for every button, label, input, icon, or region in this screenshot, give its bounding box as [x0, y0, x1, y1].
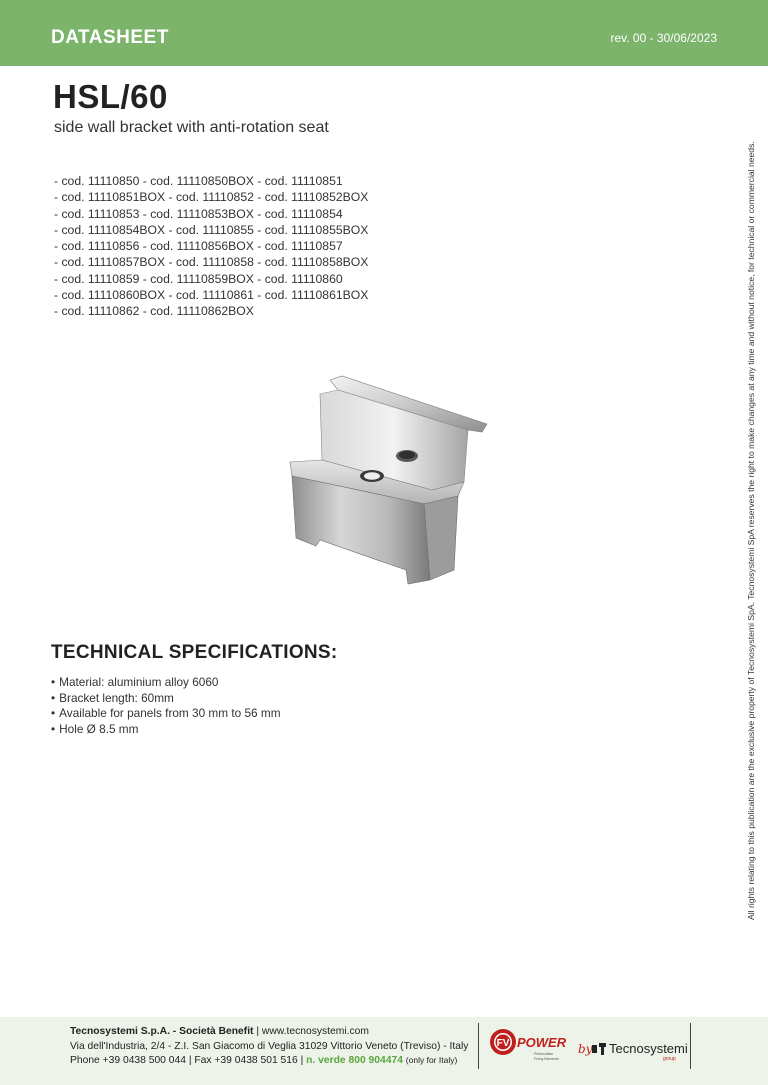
product-codes-list: [54, 173, 368, 320]
fv-power-logo: [488, 1027, 578, 1067]
product-code-line: - cod. 11110853 - cod. 11110853BOX - cod. 11110854: [54, 206, 343, 221]
header-bar: [0, 0, 768, 66]
revision-date: rev. 00 - 30/06/2023: [610, 31, 717, 45]
fv-tagline: Fixing Elements: [534, 1057, 559, 1061]
product-code-line: - cod. 11110859 - cod. 11110859BOX - cod. 11110860: [54, 271, 343, 286]
brand-group: group: [663, 1056, 676, 1062]
spec-item-hole: • Hole Ø 8.5 mm: [51, 722, 281, 738]
document-type: DATASHEET: [51, 27, 169, 48]
product-code-line: - cod. 11110850 - cod. 11110850BOX - cod. 11110851: [54, 174, 343, 188]
product-code-line: - cod. 11110860BOX - cod. 11110861 - cod. 11110861BOX: [54, 288, 369, 303]
product-name: HSL/60: [53, 78, 168, 115]
company-line: Tecnosystemi S.p.A. - Società Benefit | www.tecnosystemi.com: [70, 1026, 369, 1037]
spec-item-material: • Material: aluminium alloy 6060: [51, 675, 281, 691]
product-code-line: - cod. 11110851BOX - cod. 11110852 - cod. 11110852BOX: [54, 190, 369, 205]
product-code-line: - cod. 11110857BOX - cod. 11110858 - cod. 11110858BOX: [54, 255, 369, 270]
by-text: by: [578, 1042, 593, 1056]
product-subtitle: side wall bracket with anti-rotation seat: [54, 119, 329, 136]
company-name: Tecnosystemi S.p.A. - Società Benefit: [70, 1026, 254, 1037]
bracket-product-image: [282, 370, 492, 590]
contact-line: Phone +39 0438 500 044 | Fax +39 0438 501 516 | n. verde 800 904474 (only for Italy): [70, 1055, 458, 1066]
fax-number: Fax +39 0438 501 516: [194, 1055, 298, 1066]
brand-name: Tecnosystemi: [609, 1041, 688, 1056]
technical-specifications-heading: TECHNICAL SPECIFICATIONS:: [51, 642, 338, 663]
product-code-line: - cod. 11110856 - cod. 11110856BOX - cod. 11110857: [54, 239, 343, 254]
company-address: Via dell'Industria, 2/4 - Z.I. San Giacomo di Veglia 31029 Vittorio Veneto (Treviso) - Italy: [70, 1041, 469, 1052]
tecnosystemi-logo: [592, 1039, 688, 1063]
phone-number: Phone +39 0438 500 044: [70, 1055, 186, 1066]
specifications-list: [51, 675, 281, 737]
copyright-notice: All rights relating to this publication are the exclusive property of Tecnosystemi SpA. Tecnosystemi SpA reserves the right to make changes at any time and without notice, for technical or commercial needs.: [746, 141, 756, 920]
tecnosystemi-mark-icon: [592, 1043, 606, 1055]
footer-divider: [690, 1023, 691, 1069]
product-code-line: - cod. 11110854BOX - cod. 11110855 - cod. 11110855BOX: [54, 222, 369, 237]
toll-free-number: n. verde 800 904474: [306, 1055, 403, 1066]
spec-item-panels: • Available for panels from 30 mm to 56 mm: [51, 706, 281, 722]
fv-logo-text: POWER: [517, 1035, 567, 1050]
fv-tagline: Photovoltaic: [534, 1052, 554, 1056]
spec-item-length: • Bracket length: 60mm: [51, 691, 281, 707]
footer-divider: [478, 1023, 479, 1069]
fv-badge: FV: [496, 1038, 510, 1049]
company-website[interactable]: www.tecnosystemi.com: [261, 1026, 369, 1037]
product-code-line: - cod. 11110862 - cod. 11110862BOX: [54, 304, 254, 319]
toll-free-note: (only for Italy): [405, 1055, 458, 1065]
